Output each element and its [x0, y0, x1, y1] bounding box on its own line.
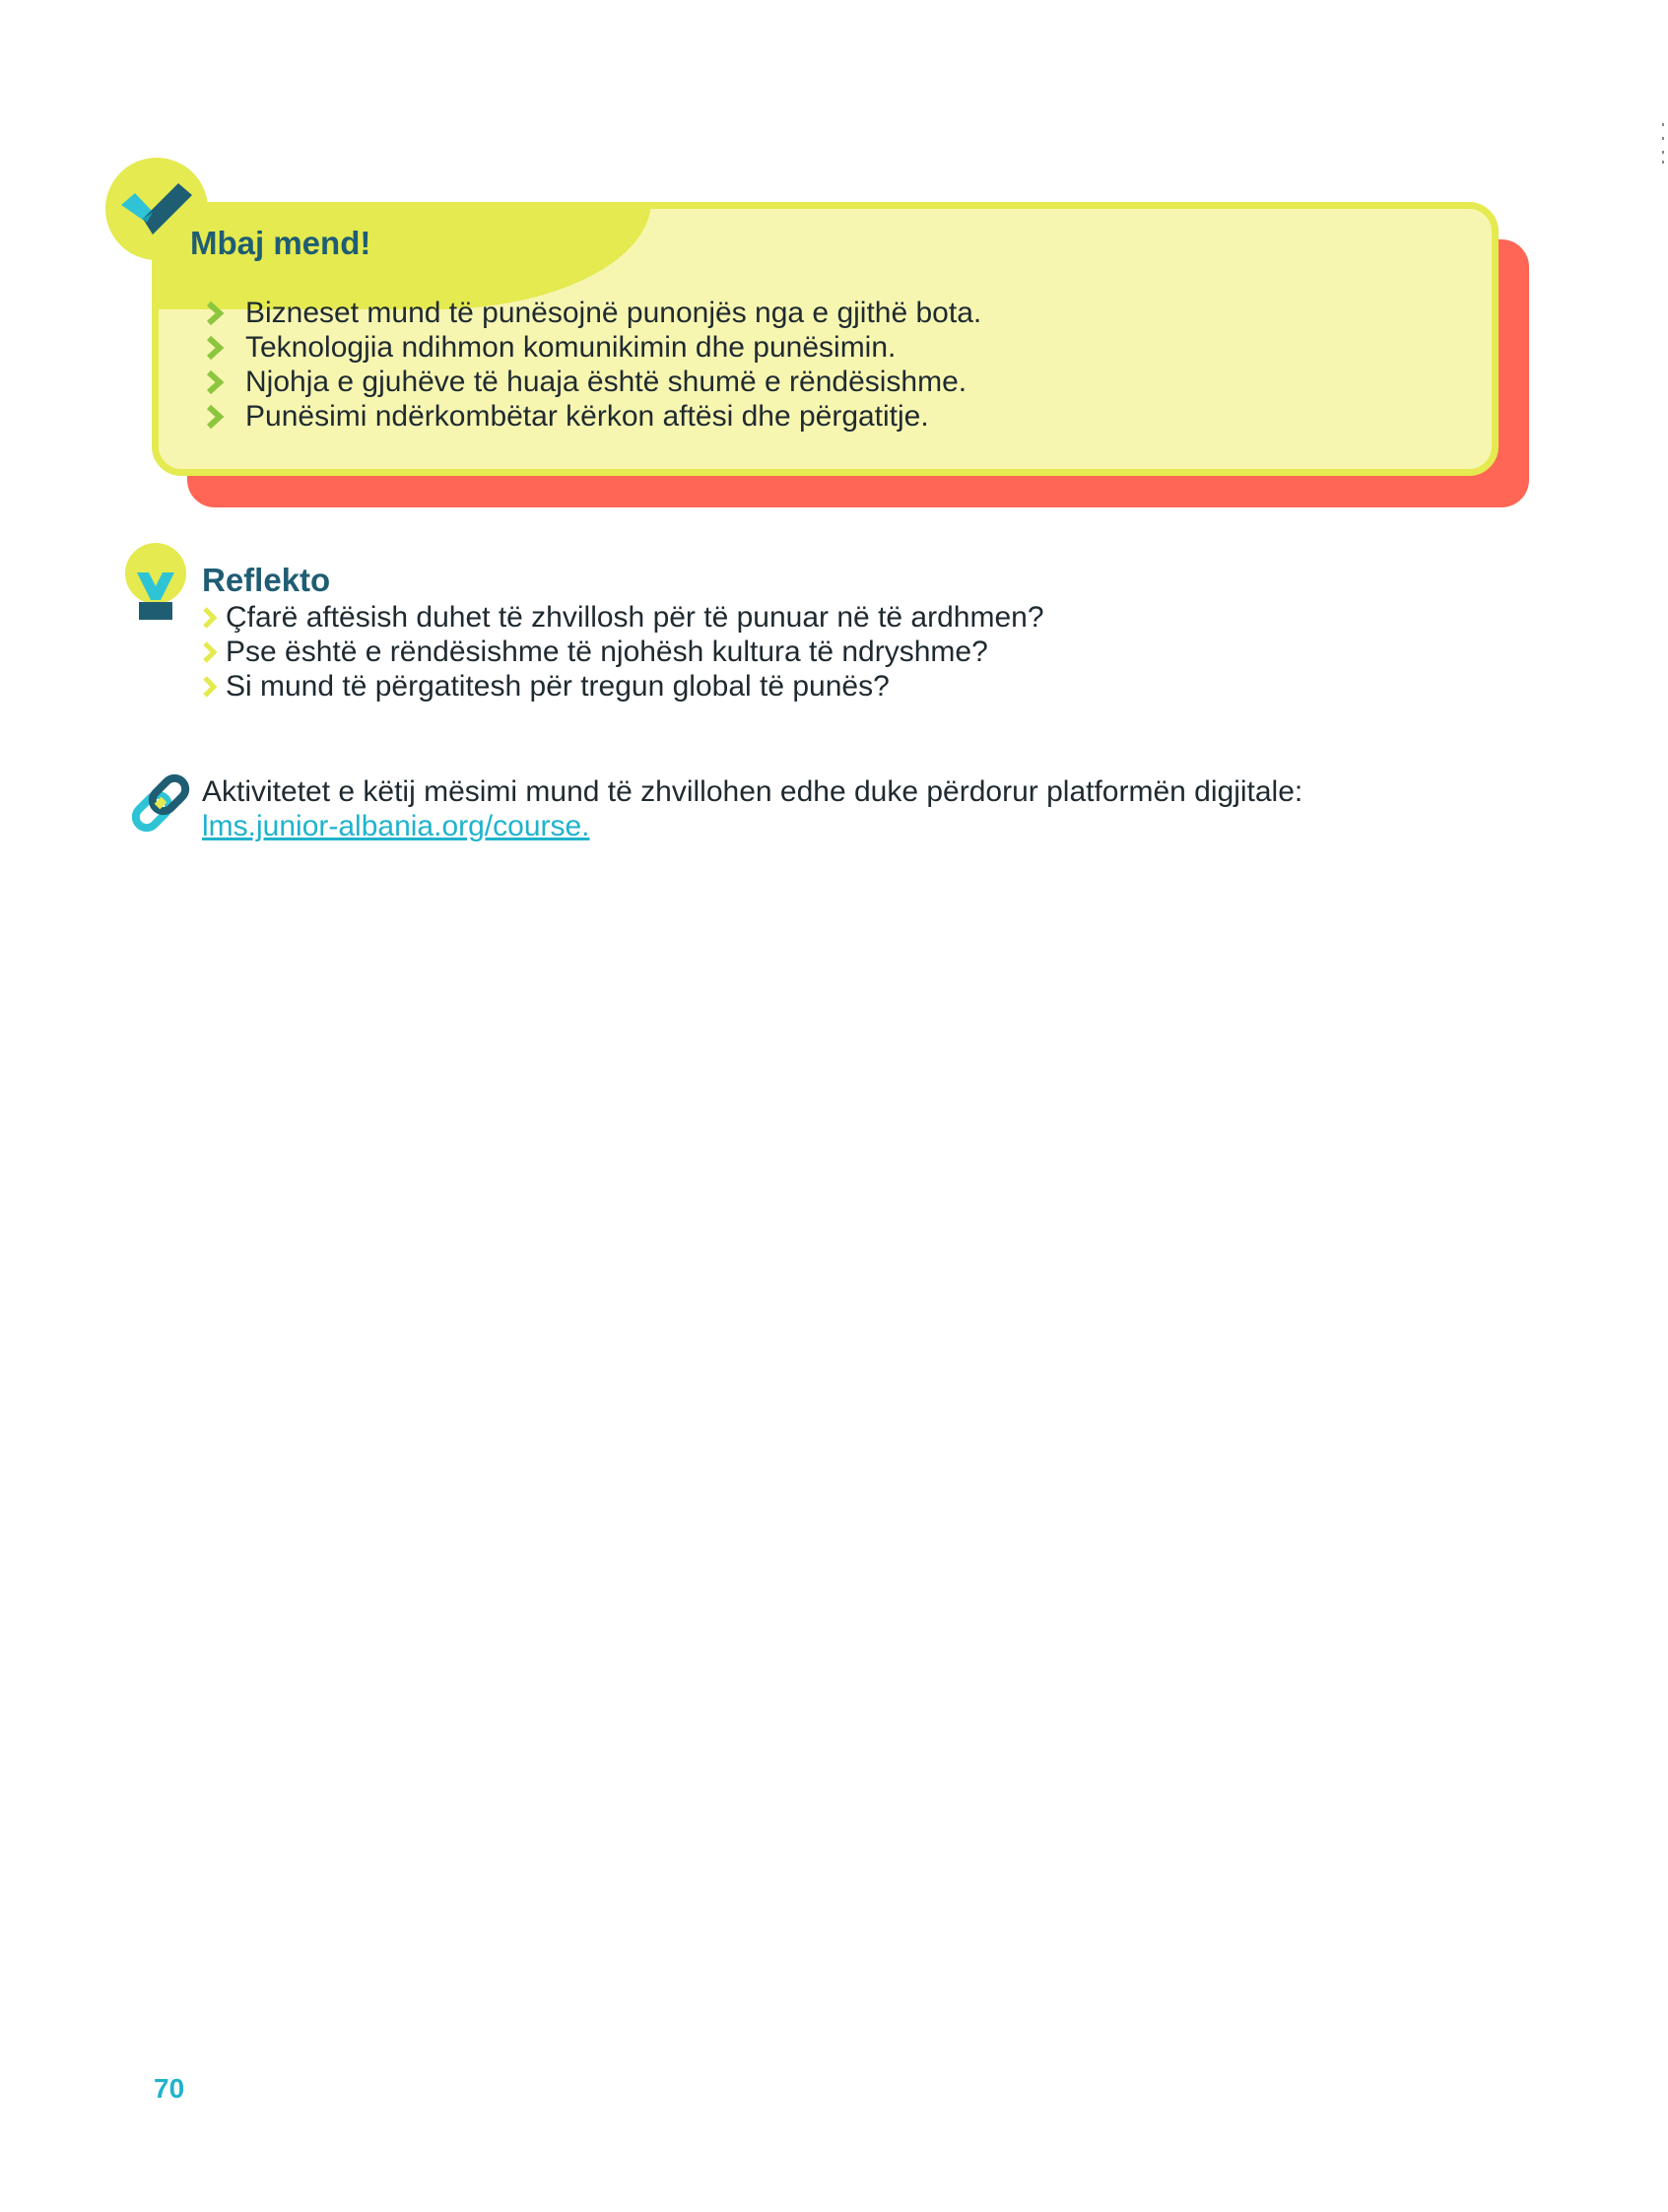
- list-item-text: Bizneset mund të punësojnë punonjës nga e gjithë bota.: [245, 297, 982, 329]
- list-item: [202, 635, 1044, 669]
- reflect-list: [202, 600, 1044, 704]
- chevron-right-icon: [204, 301, 226, 326]
- list-item-text: Teknologjia ndihmon komunikimin dhe punësimin.: [245, 331, 897, 364]
- list-item-text: Çfarë aftësish duhet të zhvillosh për të punuar në të ardhmen?: [226, 601, 1044, 634]
- list-item: [202, 296, 981, 330]
- list-item: [202, 365, 981, 399]
- chevron-right-icon: [202, 641, 218, 663]
- list-item: [202, 330, 981, 365]
- list-item-text: Punësimi ndërkombëtar kërkon aftësi dhe përgatitje.: [245, 400, 929, 433]
- list-item: [202, 399, 981, 434]
- chain-link-icon: [126, 769, 195, 838]
- list-item-text: Si mund të përgatitesh për tregun global të punës?: [226, 670, 890, 703]
- chevron-right-icon: [202, 676, 218, 698]
- page-number: 70: [154, 2073, 185, 2104]
- remember-title: Mbaj mend!: [190, 225, 371, 261]
- platform-link[interactable]: lms.junior-albania.org/course.: [202, 810, 590, 842]
- remember-list: [202, 296, 981, 434]
- list-item: [202, 600, 1044, 635]
- chevron-right-icon: [204, 369, 226, 395]
- list-item: [202, 669, 1044, 704]
- edge-marks: [1661, 123, 1667, 168]
- chevron-right-icon: [204, 335, 226, 361]
- list-item-text: Pse është e rëndësishme të njohësh kultura të ndryshme?: [226, 636, 988, 668]
- platform-note: Aktivitetet e këtij mësimi mund të zhvillohen edhe duke përdorur platformën digjitale:: [202, 775, 1303, 808]
- chevron-right-icon: [204, 404, 226, 430]
- reflect-title: Reflekto: [202, 562, 331, 598]
- list-item-text: Njohja e gjuhëve të huaja është shumë e rëndësishme.: [245, 366, 967, 398]
- lightbulb-icon: [123, 543, 188, 622]
- chevron-right-icon: [202, 607, 218, 629]
